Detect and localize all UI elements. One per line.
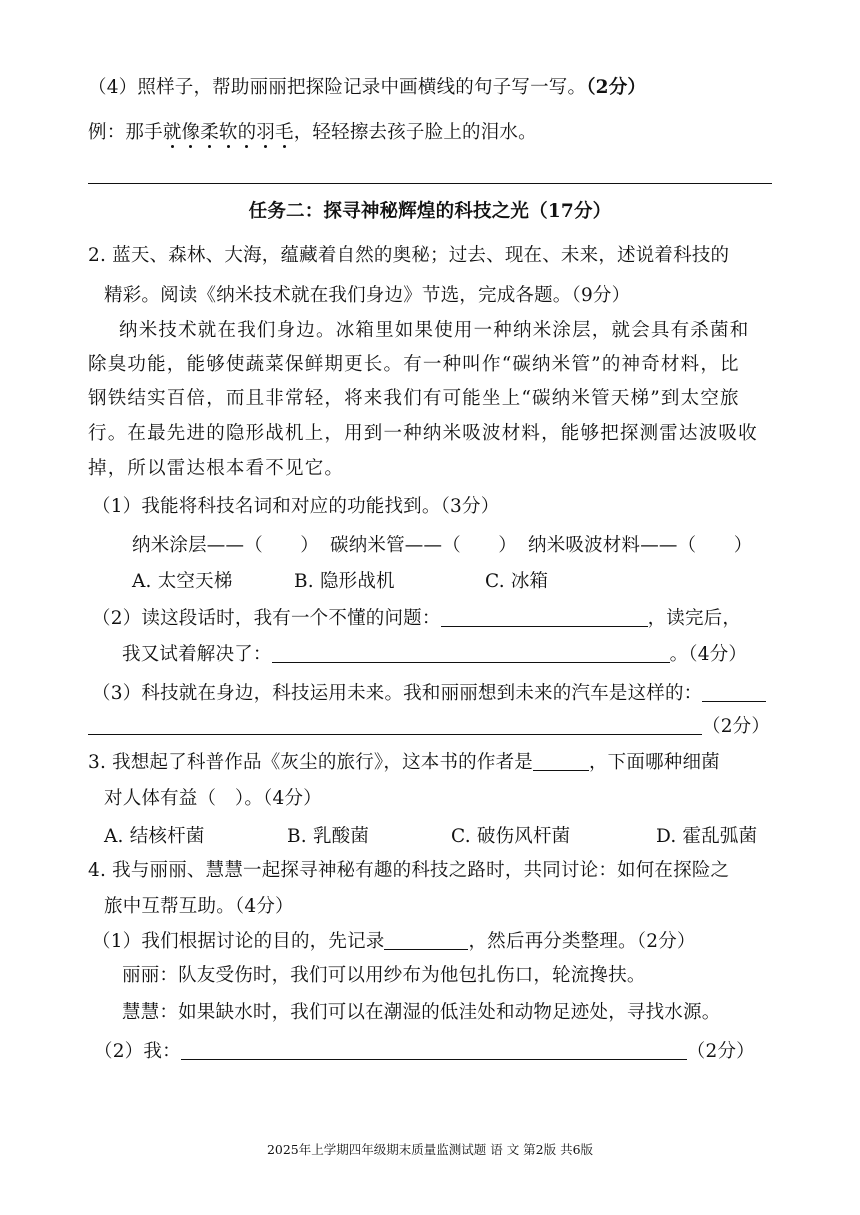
answer-blank[interactable] — [384, 929, 468, 950]
passage-line-4: 行。在最先进的隐形战机上，用到一种纳米吸波材料，能够把探测雷达波吸收 — [88, 423, 758, 444]
option-b: B. 隐形战机 — [294, 571, 395, 592]
page-footer: 2025年上学期四年级期末质量监测试题 语 文 第2版 共6版 — [266, 1142, 594, 1157]
match-3: 纳米吸波材料——（ ） — [528, 535, 753, 556]
q4-line2: 旅中互帮互助。（4分） — [104, 896, 294, 917]
dotted-char: 就 — [162, 122, 182, 143]
option-a: A. 太空天梯 — [132, 571, 233, 592]
lili-note: 丽丽：队友受伤时，我们可以用纱布为他包扎伤口，轮流搀扶。 — [122, 965, 646, 986]
passage-line-1: 纳米技术就在我们身边。冰箱里如果使用一种纳米涂层，就会具有杀菌和 — [119, 320, 750, 341]
q4-line1: 4. 我与丽丽、慧慧一起探寻神秘有趣的科技之路时，共同讨论：如何在探险之 — [88, 860, 730, 881]
dotted-char: 的 — [237, 122, 257, 143]
section-divider — [88, 183, 772, 184]
dotted-phrase — [163, 122, 294, 143]
match-2: 碳纳米管——（ ） — [330, 535, 518, 556]
passage-line-2: 除臭功能，能够使蔬菜保鲜期更长。有一种叫作“碳纳米管”的神奇材料，比 — [88, 354, 740, 375]
option-c: C. 冰箱 — [485, 571, 549, 592]
q2-sub2-line1: （2）读这段话时，我有一个不懂的问题： ，读完后， — [92, 608, 742, 629]
dotted-char: 软 — [218, 122, 238, 143]
answer-blank[interactable] — [181, 1039, 687, 1060]
q3-option-b: B. 乳酸菌 — [287, 826, 370, 847]
dotted-char: 柔 — [200, 122, 219, 143]
q4-sub2: （2）我： （2分） — [94, 1041, 755, 1062]
q2-sub3-line2: （2分） — [88, 714, 770, 740]
answer-blank[interactable] — [272, 642, 670, 663]
q2-sub3-line1: （3）科技就在身边，科技运用未来。我和丽丽想到未来的汽车是这样的： — [92, 681, 766, 707]
q3-option-c: C. 破伤风杆菌 — [451, 826, 571, 847]
passage-line-5: 掉，所以雷达根本看不见它。 — [88, 458, 345, 479]
answer-blank[interactable] — [88, 714, 702, 735]
q3-line2: 对人体有益（ ）。（4分） — [104, 788, 322, 809]
q3-option-d: D. 霍乱弧菌 — [656, 826, 758, 847]
q3-option-a: A. 结核杆菌 — [104, 826, 205, 847]
q2-intro-2: 精彩。阅读《纳米技术就在我们身边》节选，完成各题。（9分） — [104, 285, 631, 306]
dotted-char: 羽 — [256, 122, 276, 143]
huihui-note: 慧慧：如果缺水时，我们可以在潮湿的低洼处和动物足迹处，寻找水源。 — [122, 1002, 721, 1023]
q4-sub1: （1）我们根据讨论的目的，先记录 ，然后再分类整理。（2分） — [92, 931, 696, 952]
dotted-char: 像 — [181, 122, 201, 143]
dotted-char: 毛 — [275, 122, 294, 143]
passage-line-3: 钢铁结实百倍，而且非常轻，将来我们有可能坐上“碳纳米管天梯”到太空旅 — [88, 388, 740, 409]
q2-sub2-line2: 我又试着解决了： 。（4分） — [122, 644, 748, 665]
answer-blank[interactable] — [441, 606, 648, 627]
q3-line1: 3. 我想起了科普作品《灰尘的旅行》，这本书的作者是 ，下面哪种细菌 — [88, 752, 720, 773]
task2-title: 任务二：探寻神秘辉煌的科技之光（17分） — [248, 201, 612, 222]
q1-4-example: 例：那手就像柔软的羽毛，轻轻擦去孩子脸上的泪水。 — [88, 122, 537, 143]
q2-intro-1: 2. 蓝天、森林、大海，蕴藏着自然的奥秘；过去、现在、未来，述说着科技的 — [88, 245, 730, 266]
author-blank[interactable] — [533, 750, 589, 771]
match-1: 纳米涂层——（ ） — [132, 535, 320, 556]
answer-blank[interactable] — [702, 681, 766, 702]
q1-4-line: （4）照样子，帮助丽丽把探险记录中画横线的句子写一写。（2分） — [88, 77, 647, 98]
q2-sub1: （1）我能将科技名词和对应的功能找到。（3分） — [92, 496, 500, 517]
